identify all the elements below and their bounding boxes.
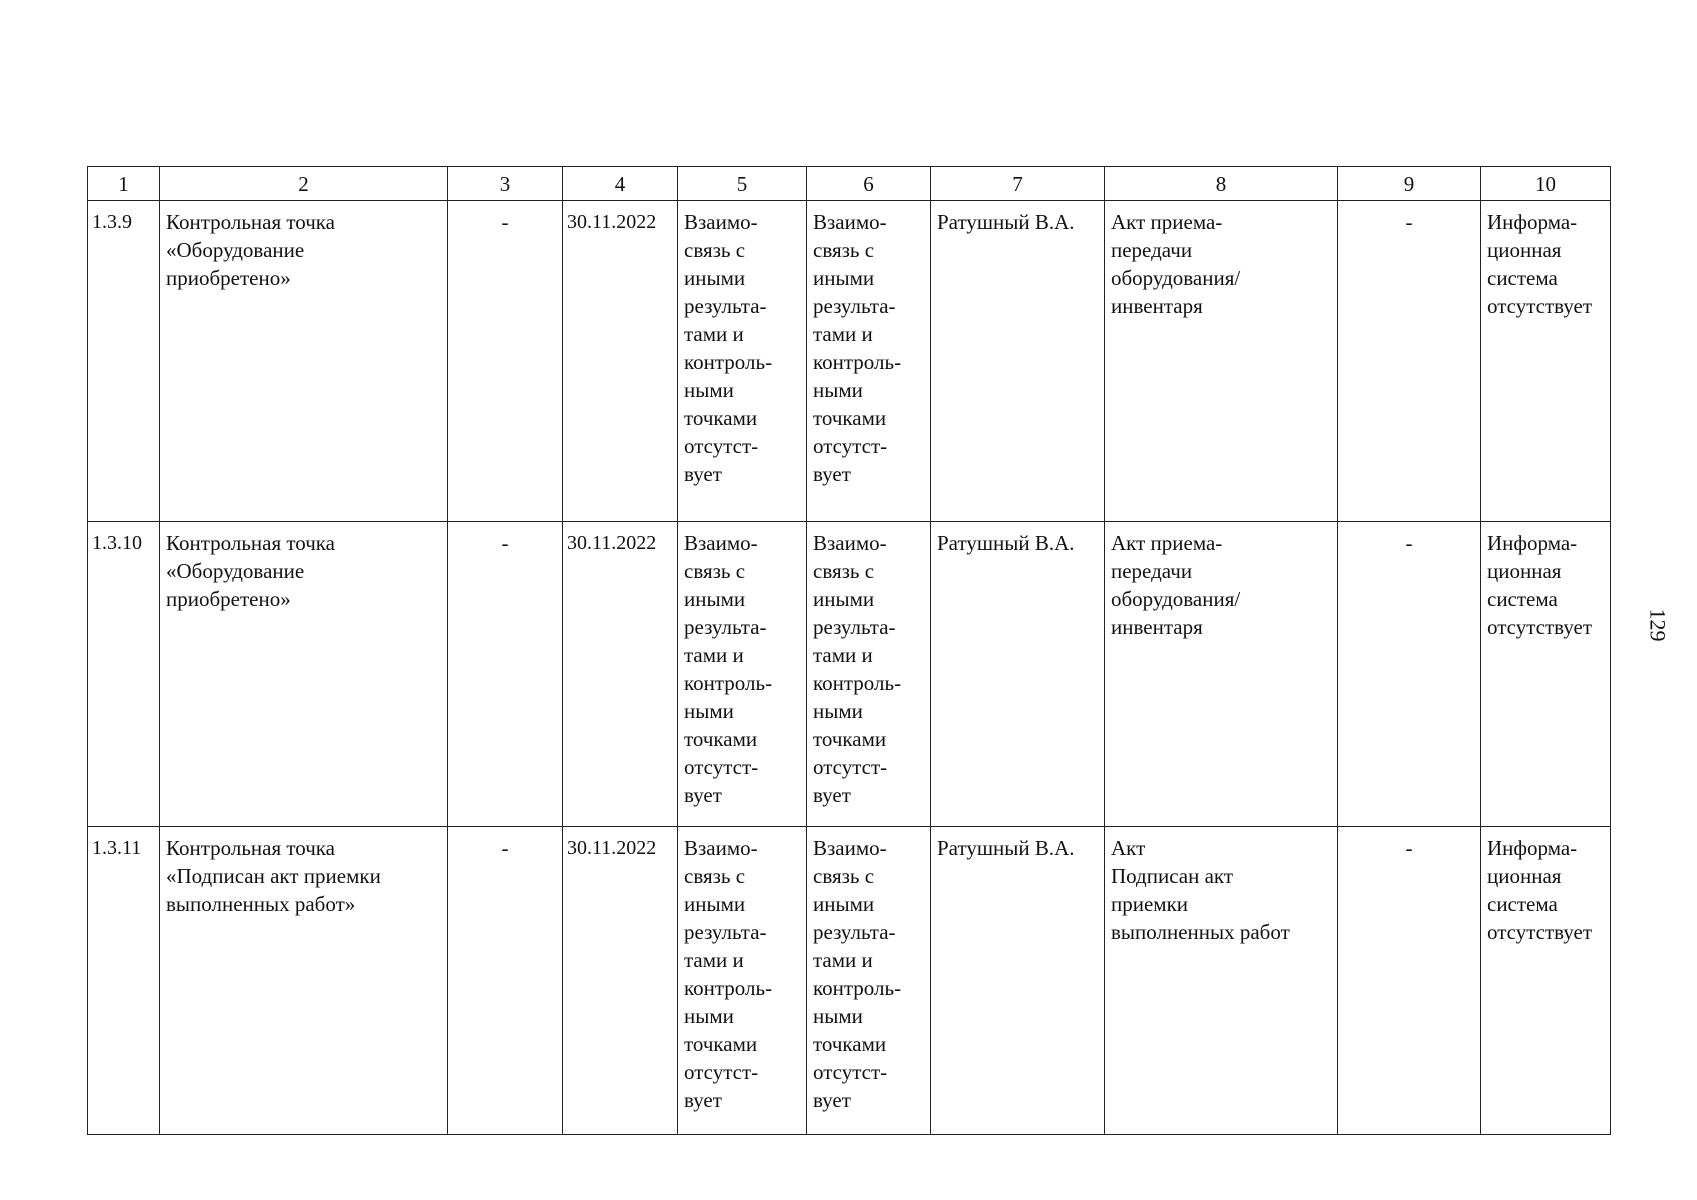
column-number: 2 bbox=[160, 167, 448, 201]
item-name: Контрольная точка «Оборудование приобретено» bbox=[160, 201, 448, 522]
item-number: 1.3.10 bbox=[88, 522, 160, 827]
table-row bbox=[88, 522, 1611, 827]
table-row bbox=[88, 827, 1611, 1135]
item-system: Информа- ционная система отсутствует bbox=[1481, 827, 1611, 1135]
column-number: 9 bbox=[1338, 167, 1481, 201]
column-number-row bbox=[88, 167, 1611, 201]
item-name: Контрольная точка «Оборудование приобретено» bbox=[160, 522, 448, 827]
item-col9: - bbox=[1338, 827, 1481, 1135]
item-col5: Взаимо- связь с иными результа- тами и контроль- ными точками отсутст- вует bbox=[678, 201, 807, 522]
column-number: 7 bbox=[931, 167, 1105, 201]
column-number: 6 bbox=[807, 167, 931, 201]
column-number: 4 bbox=[563, 167, 678, 201]
item-responsible: Ратушный В.А. bbox=[931, 522, 1105, 827]
column-number: 5 bbox=[678, 167, 807, 201]
item-document: Акт приема- передачи оборудования/ инвентаря bbox=[1105, 201, 1338, 522]
item-document: Акт приема- передачи оборудования/ инвентаря bbox=[1105, 522, 1338, 827]
item-col6: Взаимо- связь с иными результа- тами и контроль- ными точками отсутст- вует bbox=[807, 827, 931, 1135]
item-name: Контрольная точка «Подписан акт приемки выполненных работ» bbox=[160, 827, 448, 1135]
item-col5: Взаимо- связь с иными результа- тами и контроль- ными точками отсутст- вует bbox=[678, 827, 807, 1135]
item-col3: - bbox=[448, 522, 563, 827]
item-col3: - bbox=[448, 827, 563, 1135]
item-col9: - bbox=[1338, 201, 1481, 522]
table-row bbox=[88, 201, 1611, 522]
item-responsible: Ратушный В.А. bbox=[931, 827, 1105, 1135]
item-date: 30.11.2022 bbox=[563, 201, 678, 522]
item-col6: Взаимо- связь с иными результа- тами и контроль- ными точками отсутст- вует bbox=[807, 201, 931, 522]
plan-table bbox=[87, 166, 1611, 1135]
item-col6: Взаимо- связь с иными результа- тами и контроль- ными точками отсутст- вует bbox=[807, 522, 931, 827]
item-responsible: Ратушный В.А. bbox=[931, 201, 1105, 522]
column-number: 10 bbox=[1481, 167, 1611, 201]
item-col9: - bbox=[1338, 522, 1481, 827]
item-col5: Взаимо- связь с иными результа- тами и контроль- ными точками отсутст- вует bbox=[678, 522, 807, 827]
item-col3: - bbox=[448, 201, 563, 522]
item-number: 1.3.9 bbox=[88, 201, 160, 522]
item-number: 1.3.11 bbox=[88, 827, 160, 1135]
item-document: Акт Подписан акт приемки выполненных работ bbox=[1105, 827, 1338, 1135]
item-system: Информа- ционная система отсутствует bbox=[1481, 201, 1611, 522]
item-system: Информа- ционная система отсутствует bbox=[1481, 522, 1611, 827]
page-number: 129 bbox=[1645, 608, 1671, 642]
column-number: 8 bbox=[1105, 167, 1338, 201]
column-number: 3 bbox=[448, 167, 563, 201]
column-number: 1 bbox=[88, 167, 160, 201]
item-date: 30.11.2022 bbox=[563, 522, 678, 827]
item-date: 30.11.2022 bbox=[563, 827, 678, 1135]
